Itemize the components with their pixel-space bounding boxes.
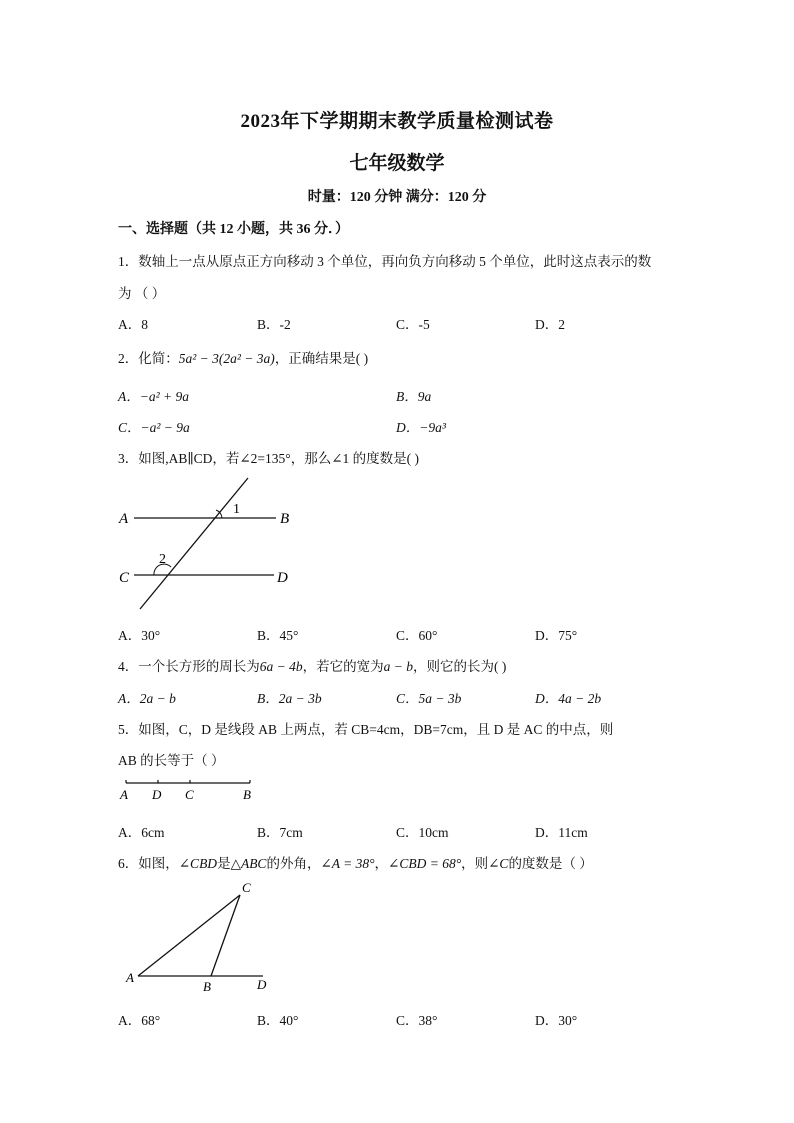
point-c-label: C bbox=[185, 787, 194, 802]
q2-stem-expression: 5a² − 3(2a² − 3a) bbox=[178, 351, 275, 366]
exam-meta: 时量：120 分钟 满分：120 分 bbox=[307, 190, 487, 205]
q2-stem-prefix: 2．化简： bbox=[118, 351, 179, 366]
q1-option-c: C．-5 bbox=[396, 317, 430, 332]
vertex-a-label: A bbox=[126, 970, 134, 985]
label-b: B bbox=[280, 511, 290, 527]
q6-stem-text-3: ， bbox=[374, 856, 389, 871]
q4-option-a: A．2a − b bbox=[118, 691, 176, 706]
label-d: D bbox=[277, 570, 288, 586]
vertex-c-label: C bbox=[242, 880, 251, 895]
q6-option-c: C．38° bbox=[396, 1013, 438, 1028]
point-a-label: A bbox=[120, 787, 128, 802]
angle-2-label: 2 bbox=[159, 552, 166, 567]
transversal-line bbox=[140, 478, 248, 609]
q1-option-b: B．-2 bbox=[257, 317, 291, 332]
q6-option-a: A．68° bbox=[118, 1013, 161, 1028]
q6-angle-c: ∠C bbox=[488, 856, 509, 871]
q6-stem-text-1: 是 bbox=[217, 856, 231, 871]
q6-triangle-figure bbox=[118, 878, 278, 998]
q3-option-c: C．60° bbox=[396, 628, 438, 643]
side-ac bbox=[138, 895, 240, 976]
q4-width-expr: a − b bbox=[383, 659, 413, 674]
q5-option-a: A．6cm bbox=[118, 825, 165, 840]
q6-option-b: B．40° bbox=[257, 1013, 299, 1028]
q5-segment-figure bbox=[112, 775, 262, 805]
q6-stem bbox=[118, 852, 593, 872]
label-a: A bbox=[119, 511, 129, 527]
q6-angle-cbd: ∠CBD = 68° bbox=[388, 856, 462, 871]
q4-stem-suffix: ，则它的长为( ) bbox=[413, 659, 507, 674]
q5-option-c: C．10cm bbox=[396, 825, 449, 840]
q4-option-b: B．2a − 3b bbox=[257, 691, 322, 706]
label-c: C bbox=[119, 570, 130, 586]
section-heading: 一、选择题（共 12 小题，共 36 分．） bbox=[118, 222, 349, 237]
q4-stem-mid: ，若它的宽为 bbox=[302, 659, 384, 674]
point-d-label: D bbox=[257, 977, 267, 992]
q1-option-a: A．8 bbox=[118, 317, 148, 332]
q4-stem bbox=[118, 655, 506, 675]
angle-1-label: 1 bbox=[233, 502, 240, 517]
q4-option-c: C．5a − 3b bbox=[396, 691, 462, 706]
q6-stem-text-2: 的外角， bbox=[266, 856, 321, 871]
q5-stem-line2: AB 的长等于（ ） bbox=[118, 753, 225, 768]
q6-option-d: D．30° bbox=[535, 1013, 578, 1028]
q3-option-d: D．75° bbox=[535, 628, 578, 643]
q6-exterior-angle: ∠CBD bbox=[178, 856, 218, 871]
q2-stem-suffix: ，正确结果是( ) bbox=[274, 351, 369, 366]
q6-stem-text-4: ，则 bbox=[461, 856, 489, 871]
q2-option-d: D．−9a³ bbox=[396, 420, 446, 435]
q2-stem bbox=[118, 347, 368, 367]
q3-option-a: A．30° bbox=[118, 628, 161, 643]
q3-stem: 3．如图,AB∥CD，若∠2=135°，那么∠1 的度数是( ) bbox=[118, 451, 419, 466]
q4-stem-prefix: 4．一个长方形的周长为 bbox=[118, 659, 260, 674]
q4-perimeter-expr: 6a − 4b bbox=[259, 659, 303, 674]
point-d-label: D bbox=[152, 787, 162, 802]
q5-stem-line1: 5．如图，C，D 是线段 AB 上两点，若 CB=4cm，DB=7cm，且 D 是 AC 的中点，则 bbox=[118, 722, 614, 737]
q2-option-b: B．9a bbox=[396, 389, 432, 404]
q6-stem-prefix: 6．如图， bbox=[118, 856, 179, 871]
q6-angle-a: ∠A = 38° bbox=[320, 856, 375, 871]
q5-option-b: B．7cm bbox=[257, 825, 303, 840]
q6-stem-suffix: 的度数是（ ） bbox=[508, 856, 593, 871]
q2-option-c: C．−a² − 9a bbox=[118, 420, 190, 435]
vertex-b-label: B bbox=[203, 979, 211, 994]
q3-option-b: B．45° bbox=[257, 628, 299, 643]
q4-option-d: D．4a − 2b bbox=[535, 691, 602, 706]
exam-title: 2023年下学期期末教学质量检测试卷 bbox=[240, 111, 554, 132]
q3-parallel-lines-figure bbox=[110, 470, 300, 615]
q1-stem-line2: 为 （ ） bbox=[118, 286, 166, 301]
exam-subtitle: 七年级数学 bbox=[349, 153, 445, 174]
q2-option-a: A．−a² + 9a bbox=[118, 389, 190, 404]
q1-option-d: D．2 bbox=[535, 317, 565, 332]
q5-option-d: D．11cm bbox=[535, 825, 588, 840]
q6-triangle: △ABC bbox=[230, 856, 267, 871]
q1-stem-line1: 1．数轴上一点从原点正方向移动 3 个单位，再向负方向移动 5 个单位，此时这点表示的数 bbox=[118, 254, 652, 269]
point-b-label: B bbox=[243, 787, 251, 802]
